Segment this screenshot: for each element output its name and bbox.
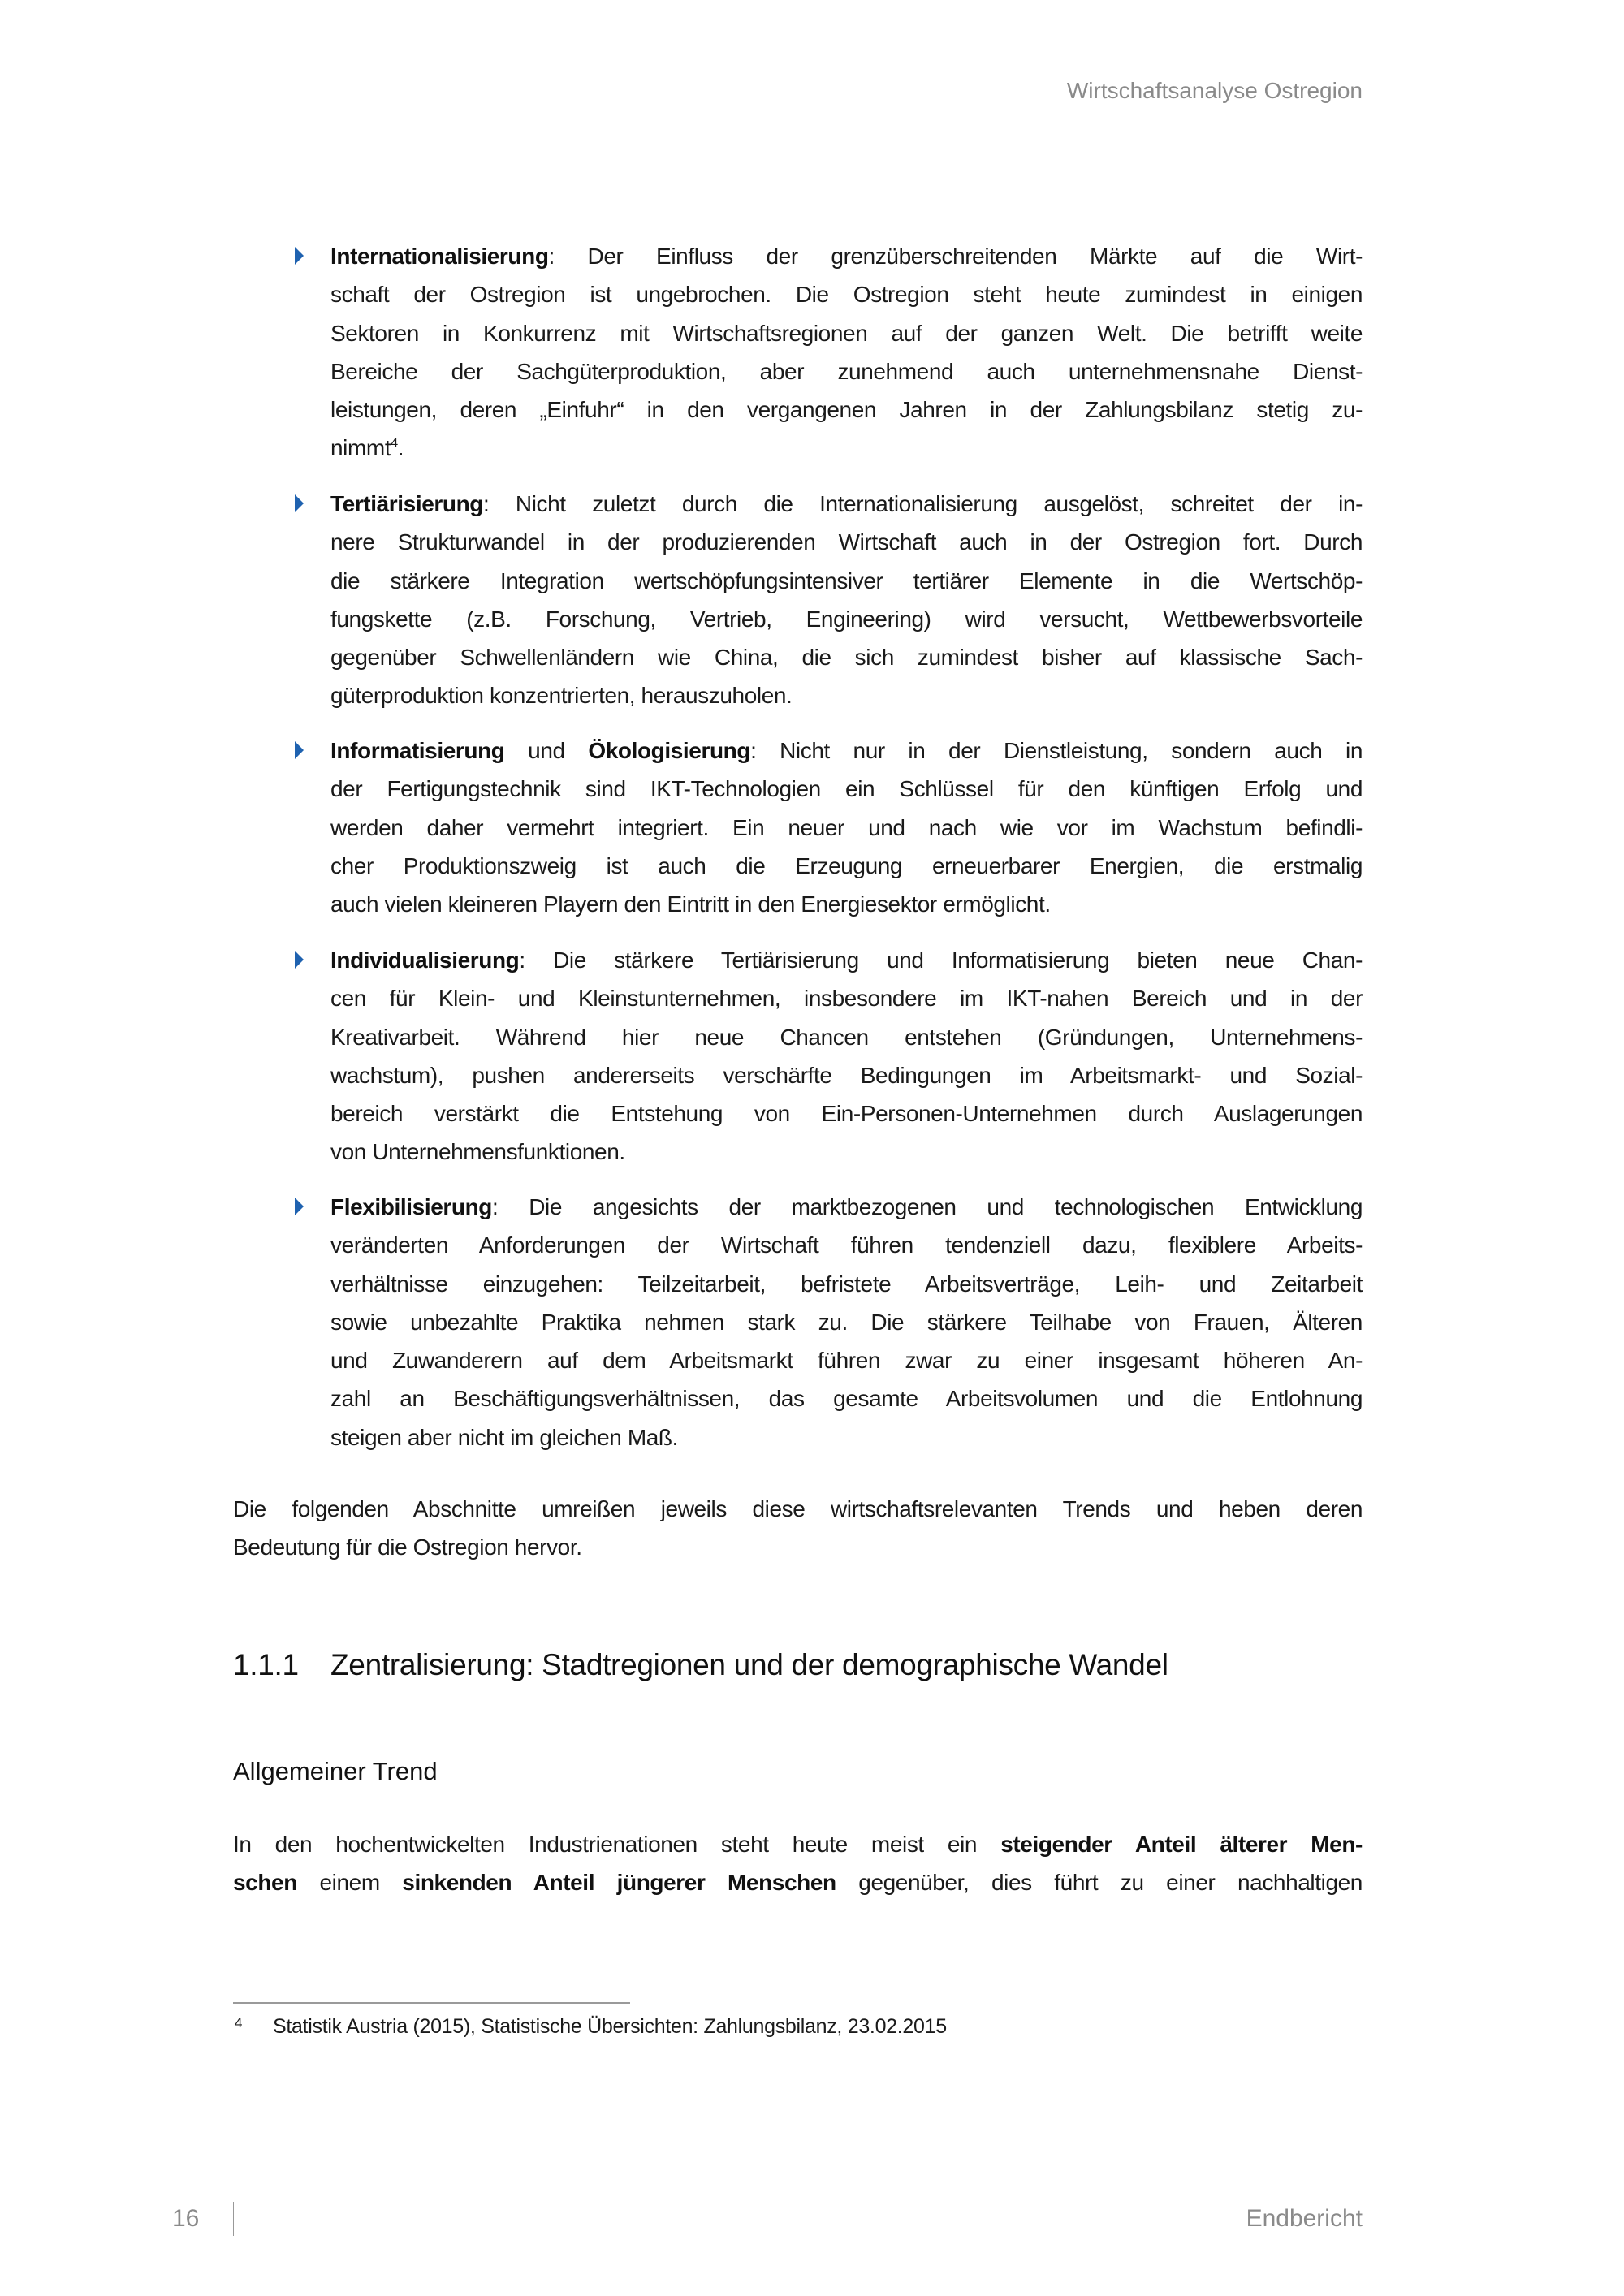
bold-term: Individualisierung	[330, 947, 520, 973]
section-title: Zentralisierung: Stadtregionen und der demographische Wandel	[330, 1648, 1168, 1681]
bullet-arrow-icon	[295, 247, 304, 265]
subsection-heading: Allgemeiner Trend	[233, 1757, 438, 1785]
text-line	[233, 1528, 1363, 1566]
text-run: von Unternehmensfunktionen.	[330, 1139, 625, 1165]
bullet-arrow-icon	[295, 951, 304, 969]
bold-term: schen	[233, 1870, 297, 1896]
section-heading	[233, 1648, 1168, 1682]
text-run: : Nicht zuletzt durch die Internationalisierung ausgelöst, schreitet der in-	[482, 491, 1363, 516]
bullet-flexibilisierung	[330, 1188, 1363, 1457]
text-run: : Die angesichts der marktbezogenen und technologischen Entwicklung	[491, 1194, 1363, 1219]
text-line	[330, 485, 1363, 523]
footnote-reference[interactable]: 4	[391, 437, 398, 451]
text-run: sowie unbezahlte Praktika nehmen stark zu. Die stärkere Teilhabe von Frauen, Älteren	[330, 1309, 1363, 1335]
text-line	[330, 1094, 1363, 1133]
text-line	[330, 1056, 1363, 1094]
text-line	[330, 1303, 1363, 1341]
text-run: cen für Klein- und Kleinstunternehmen, insbesondere im IKT-nahen Bereich und in der	[330, 986, 1363, 1012]
text-line	[330, 523, 1363, 561]
text-line	[330, 676, 1363, 714]
bullet-arrow-icon	[295, 1198, 304, 1215]
bullet-internationalisierung	[330, 237, 1363, 468]
text-line	[330, 429, 1363, 467]
text-line	[330, 391, 1363, 429]
bullet-arrow-icon	[295, 494, 304, 512]
text-line	[330, 638, 1363, 676]
text-run: steigen aber nicht im gleichen Maß.	[330, 1424, 678, 1450]
text-line	[330, 1341, 1363, 1379]
text-line	[330, 1379, 1363, 1418]
text-run: Bedeutung für die Ostregion hervor.	[233, 1534, 582, 1560]
text-run: auch vielen kleineren Playern den Eintritt in den Energiesektor ermöglicht.	[330, 891, 1051, 917]
section-number: 1.1.1	[233, 1648, 299, 1681]
bullet-arrow-icon	[295, 741, 304, 759]
text-run: leistungen, deren „Einfuhr“ in den vergangenen Jahren in der Zahlungsbilanz stetig zu-	[330, 397, 1363, 423]
text-line	[330, 352, 1363, 391]
text-line	[330, 941, 1363, 979]
text-line	[330, 847, 1363, 885]
text-run: In den hochentwickelten Industrienationen steht heute meist ein	[233, 1832, 1001, 1857]
trend-paragraph	[233, 1825, 1363, 1902]
text-line	[330, 885, 1363, 923]
text-run: nere Strukturwandel in der produzierenden Wirtschaft auch in der Ostregion fort. Durch	[330, 529, 1363, 555]
page-number: 16	[172, 2205, 200, 2232]
text-run: veränderten Anforderungen der Wirtschaft führen tendenziell dazu, flexiblere Arbeits-	[330, 1232, 1363, 1258]
text-run: fungskette (z.B. Forschung, Vertrieb, Engineering) wird versucht, Wettbewerbsvorteile	[330, 606, 1363, 632]
text-line	[330, 275, 1363, 313]
text-run: zahl an Beschäftigungsverhältnissen, das gesamte Arbeitsvolumen und die Entlohnung	[330, 1386, 1363, 1412]
bold-term: Informatisierung	[330, 738, 505, 763]
text-line	[330, 237, 1363, 275]
text-run: wachstum), pushen andererseits verschärfte Bedingungen im Arbeitsmarkt- und Sozial-	[330, 1062, 1363, 1088]
footnote-divider	[233, 2002, 630, 2004]
footer-title: Endbericht	[1246, 2205, 1363, 2232]
text-run: nimmt	[330, 435, 391, 461]
footnote-text: Statistik Austria (2015), Statistische Übersichten: Zahlungsbilanz, 23.02.2015	[273, 2015, 947, 2038]
text-run: einem	[296, 1870, 403, 1896]
text-line	[330, 1265, 1363, 1303]
footnote-number: 4	[235, 2015, 243, 2031]
text-run: güterproduktion konzentrierten, herauszuholen.	[330, 683, 793, 709]
text-run: Die folgenden Abschnitte umreißen jeweils diese wirtschaftsrelevanten Trends und heben deren	[233, 1496, 1363, 1521]
text-line	[330, 809, 1363, 847]
text-line	[330, 1226, 1363, 1264]
bold-term: Internationalisierung	[330, 244, 549, 269]
text-line	[330, 770, 1363, 808]
text-run: cher Produktionszweig ist auch die Erzeugung erneuerbarer Energien, die erstmalig	[330, 852, 1363, 878]
text-line	[330, 562, 1363, 600]
summary-paragraph	[233, 1490, 1363, 1567]
text-line	[330, 1018, 1363, 1056]
bold-term: Flexibilisierung	[330, 1194, 492, 1219]
bullet-tertiaerisierung	[330, 485, 1363, 715]
bullet-informatisierung	[330, 732, 1363, 923]
text-line	[330, 600, 1363, 638]
text-run: : Der Einfluss der grenzüberschreitenden Märkte auf die Wirt-	[548, 244, 1363, 269]
text-run: gegenüber, dies führt zu einer nachhaltigen	[836, 1870, 1363, 1896]
text-run: verhältnisse einzugehen: Teilzeitarbeit, befristete Arbeitsverträge, Leih- und Zeitarbeit	[330, 1271, 1363, 1297]
text-run: schaft der Ostregion ist ungebrochen. Die Ostregion steht heute zumindest in einigen	[330, 282, 1363, 308]
text-run: gegenüber Schwellenländern wie China, die sich zumindest bisher auf klassische Sach-	[330, 645, 1363, 671]
text-line	[330, 314, 1363, 352]
text-line	[330, 979, 1363, 1017]
bold-term: Tertiärisierung	[330, 491, 483, 516]
text-run: Kreativarbeit. Während hier neue Chancen entstehen (Gründungen, Unternehmens-	[330, 1024, 1363, 1050]
text-line	[330, 1188, 1363, 1226]
text-line	[233, 1863, 1363, 1901]
text-run: und	[504, 738, 589, 763]
bold-term: sinkenden Anteil jüngerer Menschen	[402, 1870, 836, 1896]
text-run: .	[397, 435, 404, 461]
text-line	[233, 1825, 1363, 1863]
text-run: Sektoren in Konkurrenz mit Wirtschaftsregionen auf der ganzen Welt. Die betrifft weite	[330, 320, 1363, 346]
running-header: Wirtschaftsanalyse Ostregion	[1066, 78, 1363, 103]
footer-divider	[233, 2202, 234, 2236]
text-line	[330, 1418, 1363, 1457]
text-run: Bereiche der Sachgüterproduktion, aber zunehmend auch unternehmensnahe Dienst-	[330, 358, 1363, 384]
text-run: : Nicht nur in der Dienstleistung, sondern auch in	[750, 738, 1363, 763]
text-run: : Die stärkere Tertiärisierung und Informatisierung bieten neue Chan-	[519, 947, 1363, 973]
text-line	[233, 1490, 1363, 1528]
bullet-individualisierung	[330, 941, 1363, 1172]
text-run: und Zuwanderern auf dem Arbeitsmarkt führen zwar zu einer insgesamt höheren An-	[330, 1348, 1363, 1374]
bold-term: steigender Anteil älterer Men-	[1000, 1832, 1363, 1857]
text-line	[330, 732, 1363, 770]
text-run: werden daher vermehrt integriert. Ein neuer und nach wie vor im Wachstum befindli-	[330, 814, 1363, 840]
bold-term: Ökologisierung	[588, 738, 751, 763]
text-run: bereich verstärkt die Entstehung von Ein-Personen-Unternehmen durch Auslagerungen	[330, 1101, 1363, 1127]
text-run: die stärkere Integration wertschöpfungsintensiver tertiärer Elemente in die Wertschöp-	[330, 568, 1363, 593]
text-run: der Fertigungstechnik sind IKT-Technologien ein Schlüssel für den künftigen Erfolg und	[330, 776, 1363, 802]
text-line	[330, 1133, 1363, 1171]
